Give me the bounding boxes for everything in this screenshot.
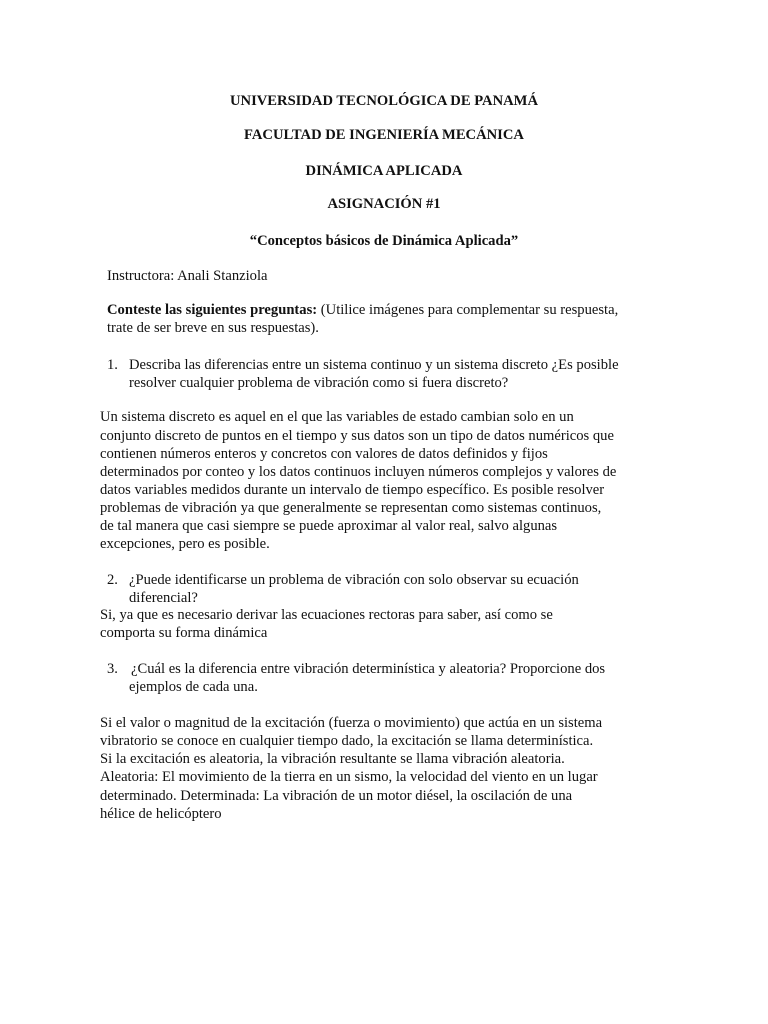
answer-1-line: datos variables medidos durante un intervalo de tiempo específico. Es posible resolver (100, 482, 605, 498)
answer-1-line: Un sistema discreto es aquel en el que las variables de estado cambian solo en un (100, 409, 574, 425)
instructions-bold: Conteste las siguientes preguntas: (107, 302, 318, 318)
answer-1-line: conjunto discreto de puntos en el tiempo y sus datos son un tipo de datos numéricos que (100, 428, 614, 444)
question-2-line-2: diferencial? (129, 590, 198, 606)
document-title: “Conceptos básicos de Dinámica Aplicada” (249, 233, 519, 249)
answer-3-line: vibratorio se conoce en cualquier tiempo dado, la excitación se llama determinística. (100, 733, 594, 749)
answer-3-line: hélice de helicóptero (100, 806, 222, 822)
answer-3-line: Si el valor o magnitud de la excitación (fuerza o movimiento) que actúa en un sistema (100, 715, 603, 731)
answer-3-line: determinado. Determinada: La vibración de un motor diésel, la oscilación de una (100, 788, 573, 804)
instructions-line-1 (107, 301, 618, 319)
answer-1-line: excepciones, pero es posible. (100, 536, 270, 552)
answer-1-line: problemas de vibración ya que generalmente se representan como sistemas continuos, (100, 500, 602, 516)
answer-2-line: Si, ya que es necesario derivar las ecuaciones rectoras para saber, así como se (100, 607, 553, 623)
instructions-line-2: trate de ser breve en sus respuestas). (107, 320, 319, 336)
answer-2-line: comporta su forma dinámica (100, 625, 268, 641)
answer-3-line: Si la excitación es aleatoria, la vibración resultante se llama vibración aleatoria. (100, 751, 565, 767)
question-3-line-2: ejemplos de cada una. (129, 679, 258, 695)
question-3-line-1: ¿Cuál es la diferencia entre vibración determinística y aleatoria? Proporcione dos (131, 661, 606, 677)
question-2-line-1: ¿Puede identificarse un problema de vibración con solo observar su ecuación (129, 572, 579, 588)
answer-1-line: de tal manera que casi siempre se puede aproximar al valor real, salvo algunas (100, 518, 558, 534)
question-2-number: 2. (107, 572, 118, 588)
question-1-line-2: resolver cualquier problema de vibración como si fuera discreto? (129, 375, 509, 391)
course-heading: DINÁMICA APLICADA (305, 163, 463, 179)
assignment-heading: ASIGNACIÓN #1 (327, 196, 441, 212)
university-heading: UNIVERSIDAD TECNOLÓGICA DE PANAMÁ (230, 93, 538, 109)
instructions-text: (Utilice imágenes para complementar su respuesta, (317, 302, 619, 318)
question-3-number: 3. (107, 661, 118, 677)
faculty-heading: FACULTAD DE INGENIERÍA MECÁNICA (244, 127, 524, 143)
instructor-line: Instructora: Anali Stanziola (107, 268, 268, 284)
question-1-line-1: Describa las diferencias entre un sistema continuo y un sistema discreto ¿Es posible (129, 357, 619, 373)
question-1-number: 1. (107, 357, 118, 373)
answer-1-line: contienen números enteros y concretos con valores de datos definidos y fijos (100, 446, 548, 462)
answer-1-line: determinados por conteo y los datos continuos incluyen números complejos y valores de (100, 464, 617, 480)
answer-3-line: Aleatoria: El movimiento de la tierra en un sismo, la velocidad del viento en un lugar (100, 769, 598, 785)
